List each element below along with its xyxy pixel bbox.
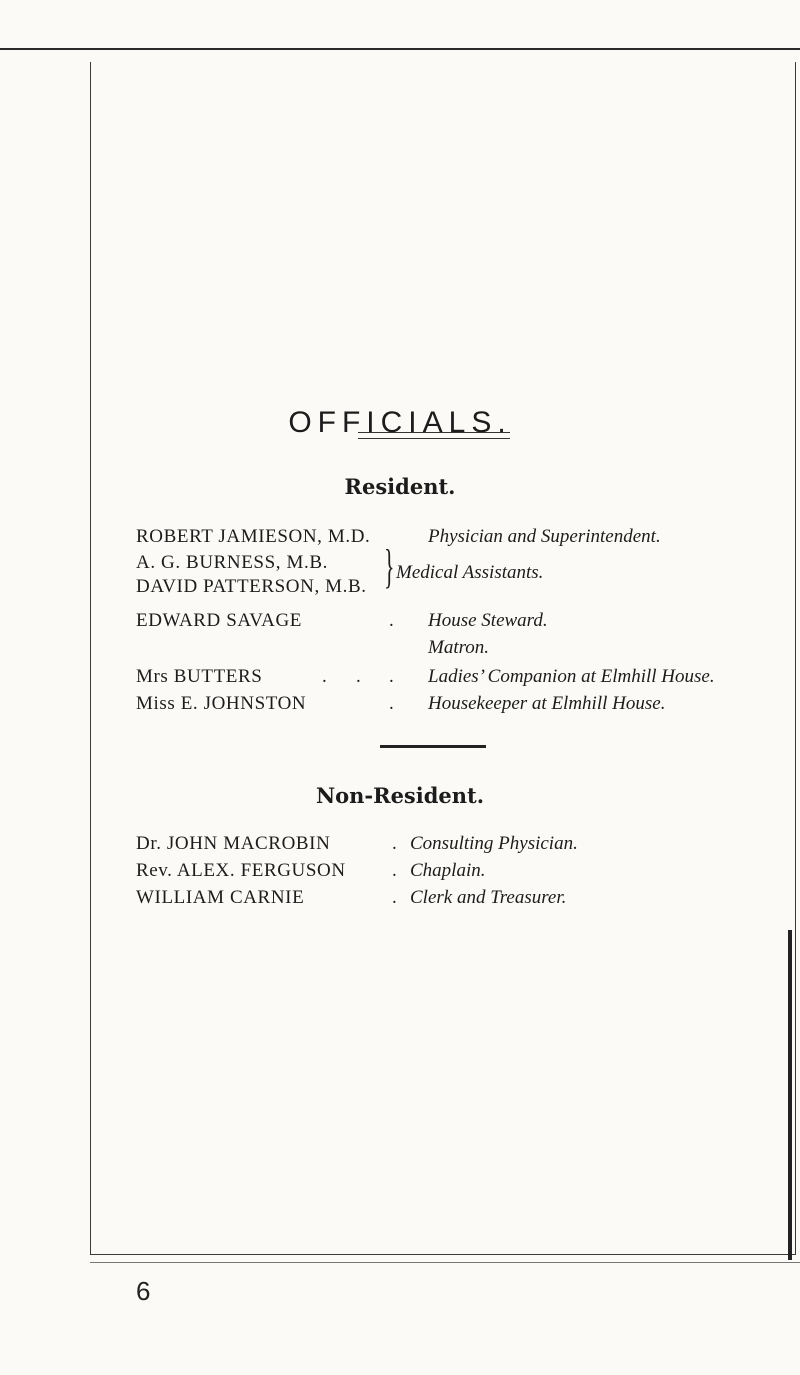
leader-dot: . (356, 666, 361, 687)
official-name: Mrs BUTTERS (136, 666, 263, 687)
official-name: WILLIAM CARNIE (136, 887, 305, 908)
leader-dot: . (392, 833, 397, 854)
leader-dot: . (389, 610, 394, 631)
official-role: Physician and Superintendent. (428, 526, 661, 547)
page-number: 6 (136, 1276, 151, 1306)
official-role: Clerk and Treasurer. (410, 887, 567, 908)
leader-dot: . (392, 860, 397, 881)
official-role: Matron. (428, 637, 490, 658)
group-role: Medical Assistants. (396, 562, 544, 583)
official-name: Rev. ALEX. FERGUSON (136, 860, 346, 881)
official-name: A. G. BURNESS, M.B. (136, 552, 328, 573)
official-name: EDWARD SAVAGE (136, 610, 302, 631)
footer-rule (90, 1262, 800, 1263)
official-role: House Steward. (428, 610, 548, 631)
scan-edge-line (0, 48, 800, 50)
non-resident-heading: Non-Resident. (315, 783, 485, 808)
section-divider (380, 745, 486, 748)
official-name: Miss E. JOHNSTON (136, 693, 307, 714)
official-role: Ladies’ Companion at Elmhill House. (428, 666, 715, 687)
official-name: ROBERT JAMIESON, M.D. (136, 526, 371, 547)
brace-icon: } (384, 540, 395, 593)
official-role: Chaplain. (410, 860, 486, 881)
leader-dot: . (392, 887, 397, 908)
leader-dot: . (389, 693, 394, 714)
resident-heading: Resident. (344, 474, 456, 499)
title-rule (358, 432, 510, 439)
leader-dot: . (322, 666, 327, 687)
official-name: DAVID PATTERSON, M.B. (136, 576, 367, 597)
leader-dot: . (389, 666, 394, 687)
official-name: Dr. JOHN MACROBIN (136, 833, 331, 854)
binding-edge (788, 930, 792, 1260)
official-role: Consulting Physician. (410, 833, 578, 854)
page-title: OFFICIALS. (288, 406, 512, 440)
official-role: Housekeeper at Elmhill House. (428, 693, 666, 714)
